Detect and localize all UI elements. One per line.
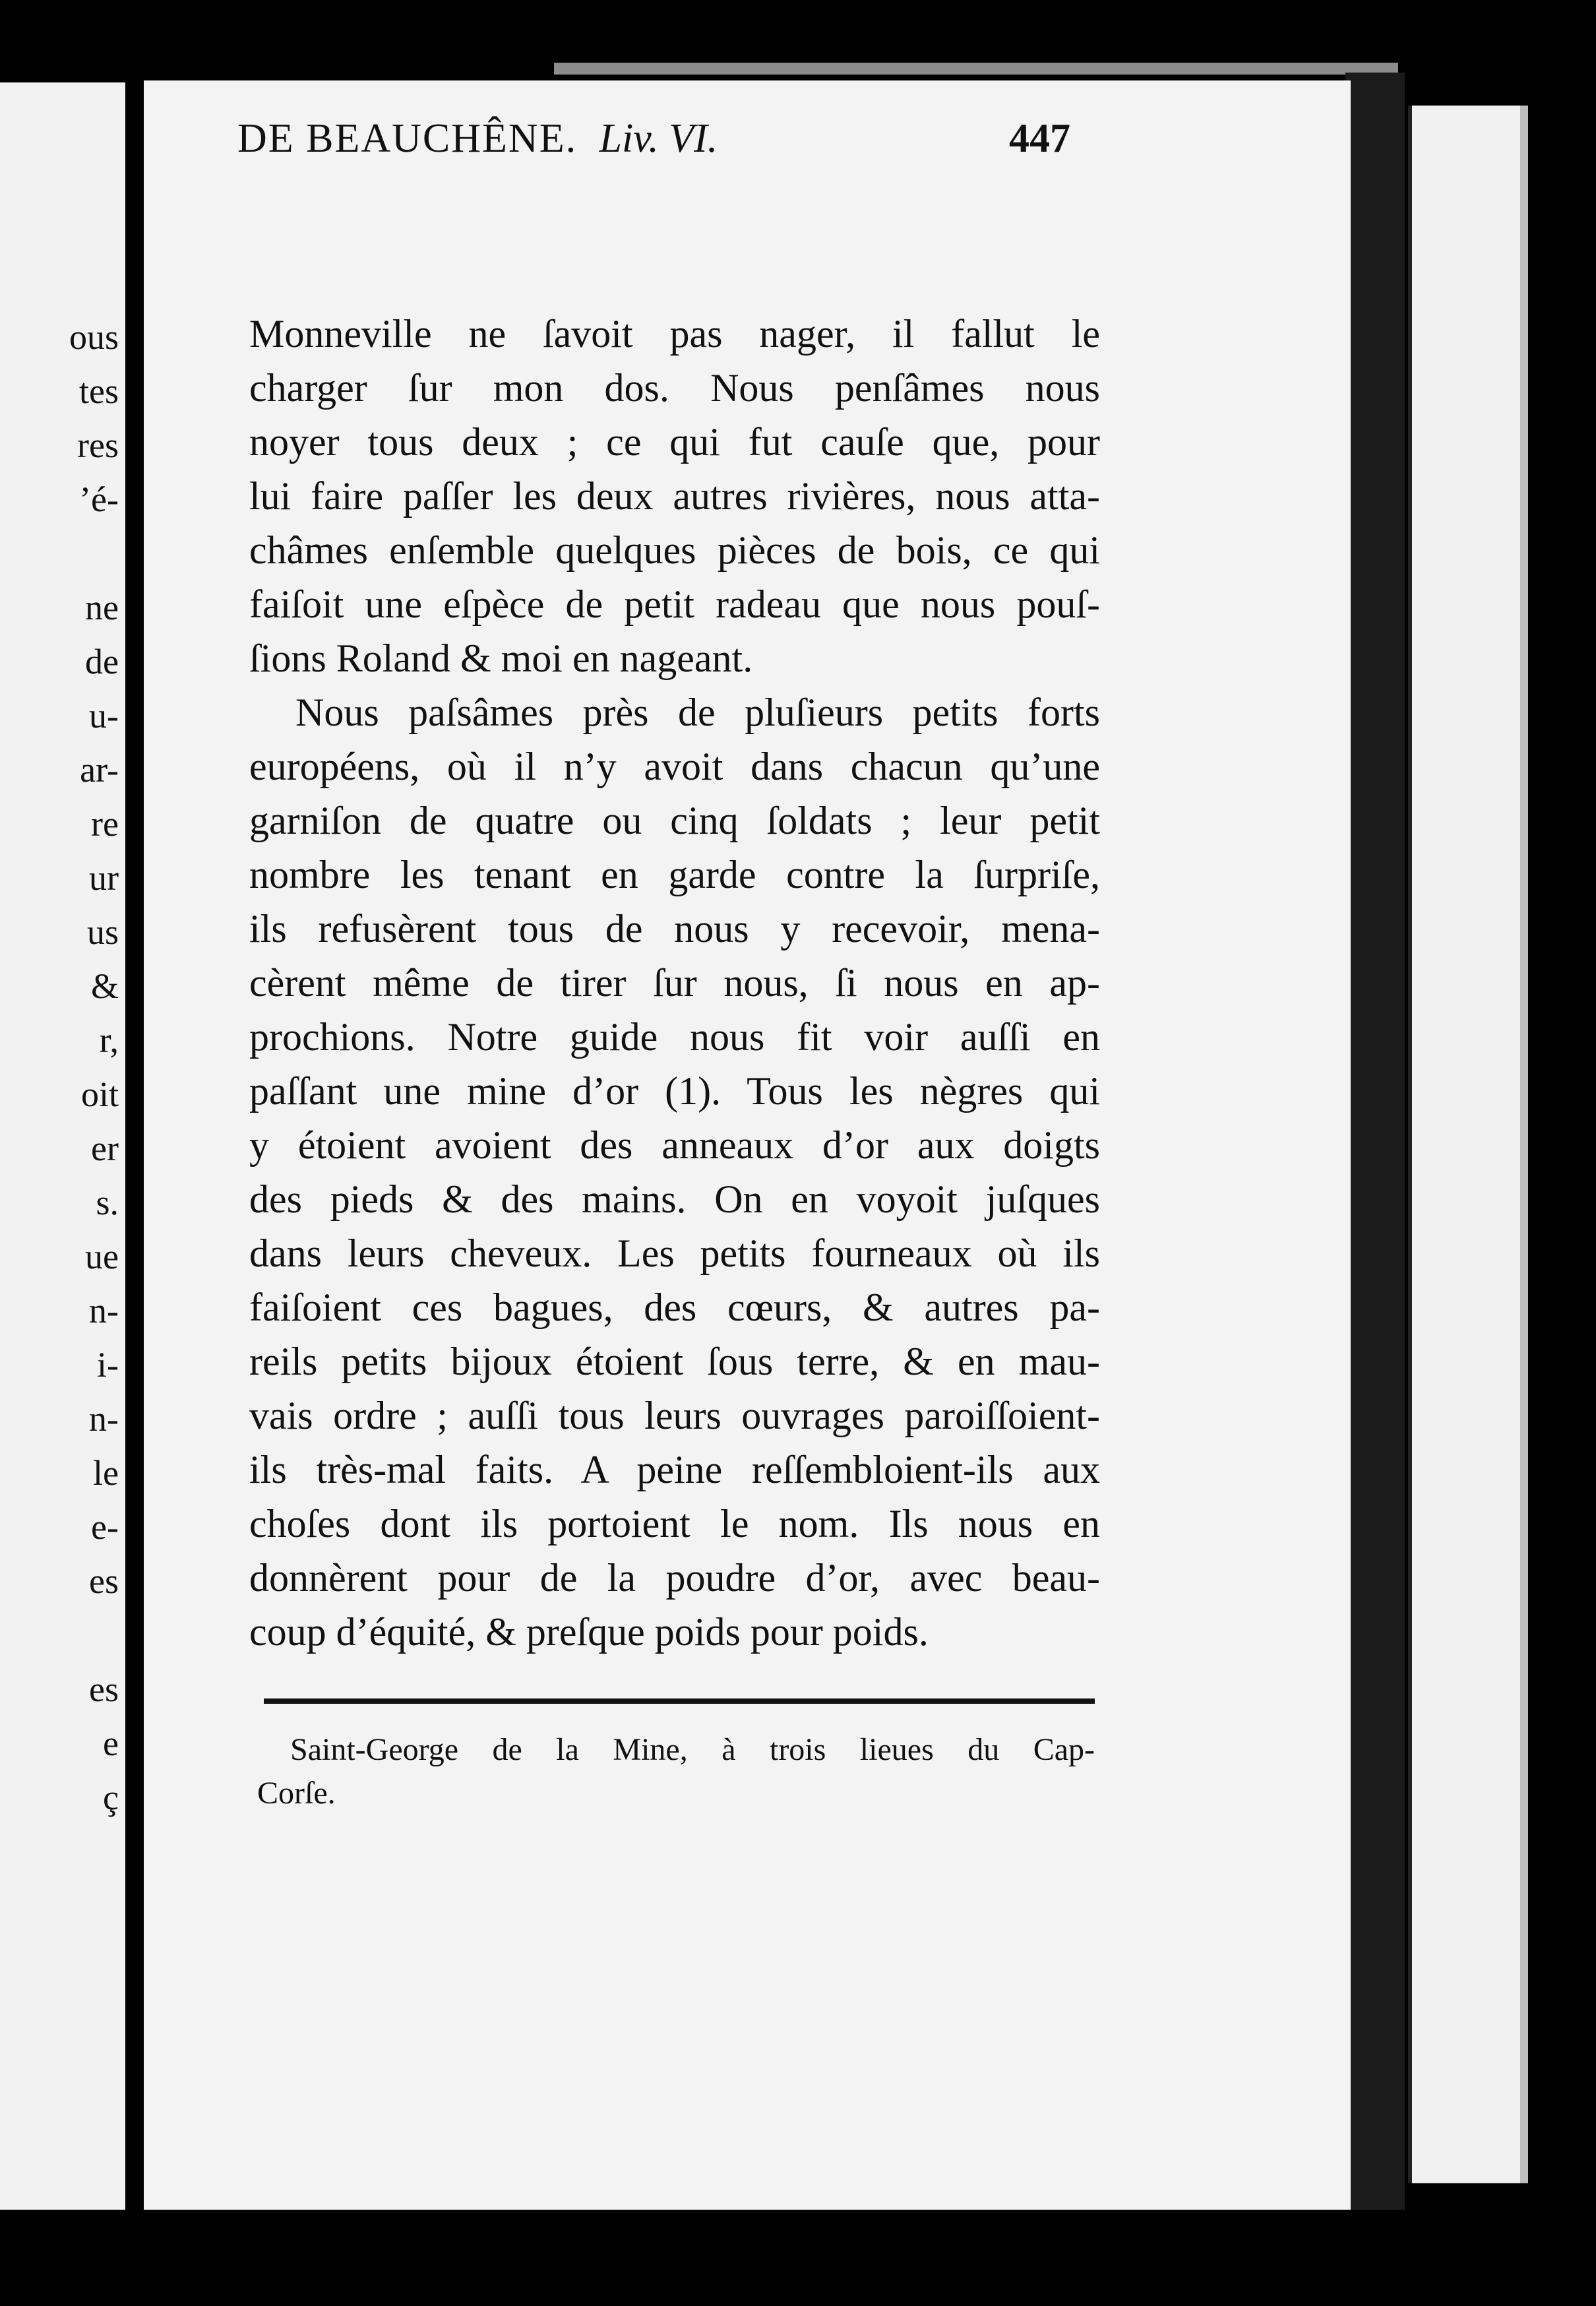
text-line: ils refusèrent tous de nous y recevoir, mena- bbox=[249, 907, 1100, 950]
left-page-text-fragment: s. bbox=[96, 1183, 119, 1222]
left-page-text-fragment: tes bbox=[79, 371, 119, 411]
text-line: faiſoient ces bagues, des cœurs, & autres pa- bbox=[249, 1286, 1100, 1329]
text-line: noyer tous deux ; ce qui fut cauſe que, pour bbox=[249, 420, 1100, 464]
text-line: européens, où il n’y avoit dans chacun qu’une bbox=[249, 745, 1100, 788]
left-page-text-fragment: i- bbox=[97, 1345, 119, 1385]
text-line: Monneville ne ſavoit pas nager, il fallut le bbox=[249, 312, 1100, 356]
page-number: 447 bbox=[1009, 116, 1070, 161]
text-line: ſions Roland & moi en nageant. bbox=[249, 637, 753, 680]
running-head-book: Liv. VI. bbox=[599, 116, 718, 161]
left-page-text-fragment: ’é- bbox=[79, 480, 119, 519]
text-line: garniſon de quatre ou cinq ſoldats ; leur petit bbox=[249, 799, 1100, 842]
text-line: cèrent même de tirer ſur nous, ſi nous en ap- bbox=[249, 961, 1100, 1005]
left-facing-page bbox=[0, 82, 125, 2210]
text-line: nombre les tenant en garde contre la ſurpriſe, bbox=[249, 853, 1100, 896]
text-line: charger ſur mon dos. Nous penſâmes nous bbox=[249, 366, 1100, 410]
left-page-text-fragment: oit bbox=[80, 1075, 119, 1114]
left-page-text-fragment: ur bbox=[89, 858, 119, 898]
text-line: faiſoit une eſpèce de petit radeau que nous pouſ- bbox=[249, 582, 1100, 626]
footnote bbox=[257, 1728, 1095, 1815]
left-page-text-fragment: r, bbox=[99, 1020, 119, 1060]
text-line: ils très-mal faits. A peine reſſembloient-ils aux bbox=[249, 1448, 1100, 1491]
left-page-text-fragment: ç bbox=[103, 1778, 119, 1817]
text-line: prochions. Notre guide nous fit voir auſſi en bbox=[249, 1015, 1100, 1059]
left-page-text-fragment: ous bbox=[69, 317, 119, 357]
left-page-text-fragment: er bbox=[91, 1129, 119, 1168]
text-line: choſes dont ils portoient le nom. Ils nous en bbox=[249, 1502, 1100, 1545]
text-line: des pieds & des mains. On en voyoit juſques bbox=[249, 1177, 1100, 1221]
left-page-text-fragment: ne bbox=[85, 588, 119, 627]
footnote-line: Saint-George de la Mine, à trois lieues du Cap- bbox=[290, 1732, 1095, 1767]
page-stack-dark-edge bbox=[1345, 73, 1405, 2210]
text-line: reils petits bijoux étoient ſous terre, & en mau- bbox=[249, 1340, 1100, 1383]
text-line: Nous paſsâmes près de pluſieurs petits forts bbox=[295, 691, 1100, 734]
page-top-edge bbox=[554, 63, 1398, 75]
text-line: vais ordre ; auſſi tous leurs ouvrages paroiſſoient- bbox=[249, 1394, 1100, 1437]
left-page-text-fragment: n- bbox=[89, 1291, 119, 1330]
text-line: châmes enſemble quelques pièces de bois, ce qui bbox=[249, 528, 1100, 572]
left-page-text-fragment: res bbox=[77, 425, 119, 465]
page-stack-outer-edge bbox=[1520, 106, 1528, 2183]
footnote-rule bbox=[264, 1698, 1095, 1704]
body-text bbox=[249, 307, 1100, 1659]
text-line: paſſant une mine d’or (1). Tous les nègres qui bbox=[249, 1069, 1100, 1113]
text-line: y étoient avoient des anneaux d’or aux doigts bbox=[249, 1123, 1100, 1167]
left-page-text-fragment: us bbox=[86, 912, 119, 952]
running-head bbox=[237, 106, 1095, 171]
left-page-text-fragment: de bbox=[85, 642, 119, 681]
left-page-text-fragment: ue bbox=[85, 1237, 119, 1276]
left-page-text-fragment: es bbox=[89, 1561, 119, 1601]
left-page-text-fragment: re bbox=[91, 804, 119, 844]
text-line: lui faire paſſer les deux autres rivières, nous atta- bbox=[249, 474, 1100, 518]
left-page-text-fragment: es bbox=[89, 1669, 119, 1709]
running-head-title: DE BEAUCHÊNE. bbox=[237, 116, 578, 161]
footnote-line: Corſe. bbox=[257, 1776, 336, 1811]
left-page-text-fragment: e bbox=[103, 1724, 119, 1763]
left-page-text-fragment: n- bbox=[89, 1399, 119, 1439]
page-stack-light-edge bbox=[1408, 106, 1524, 2183]
left-page-text-fragment: u- bbox=[89, 696, 119, 735]
text-line: coup d’équité, & preſque poids pour poids. bbox=[249, 1610, 929, 1654]
left-page-text-fragment: le bbox=[93, 1453, 119, 1493]
text-line: donnèrent pour de la poudre d’or, avec beau- bbox=[249, 1556, 1100, 1600]
left-page-text-fragment: ar- bbox=[80, 750, 119, 790]
text-line: dans leurs cheveux. Les petits fourneaux où ils bbox=[249, 1231, 1100, 1275]
left-page-text-fragment: & bbox=[90, 966, 119, 1006]
left-page-text-fragment: e- bbox=[91, 1507, 119, 1547]
